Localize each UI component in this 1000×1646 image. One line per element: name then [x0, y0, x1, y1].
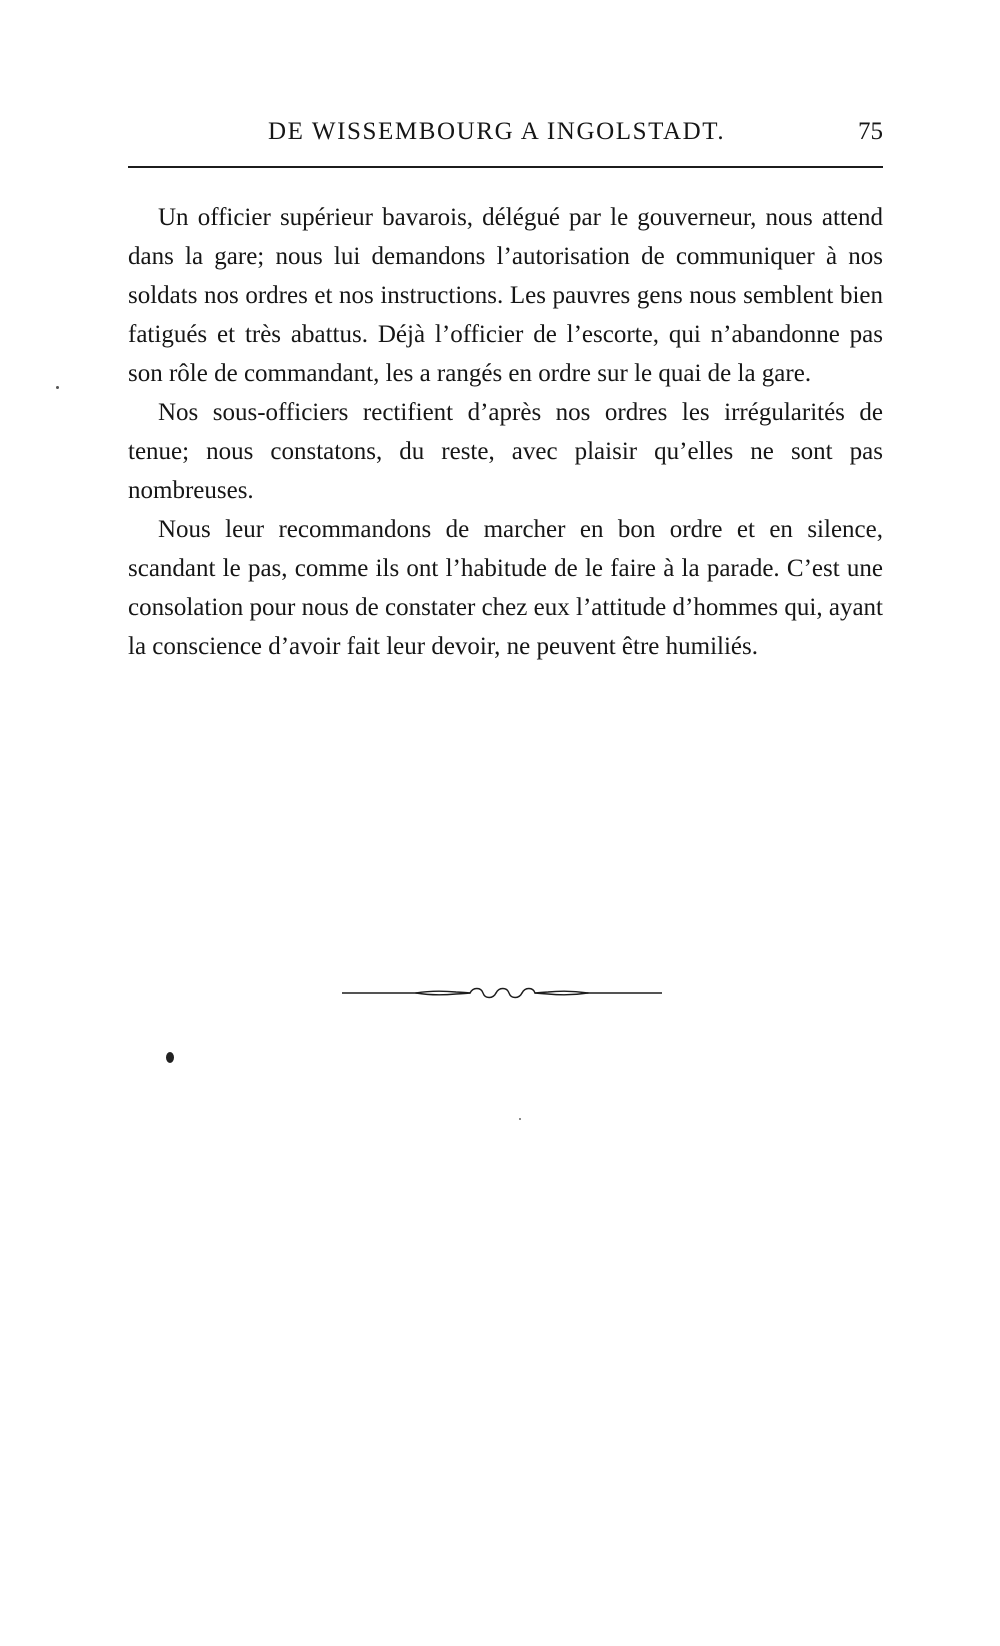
- ink-dot: [166, 1052, 174, 1063]
- tailpiece-flourish-icon: [342, 986, 662, 1000]
- running-title: DE WISSEMBOURG A INGOLSTADT.: [268, 118, 726, 145]
- header-rule: [128, 166, 883, 168]
- body-text: [128, 198, 883, 666]
- paragraph: Un officier supérieur bavarois, délégué par le gouverneur, nous attend dans la gare; nous lui demandons l’autorisation de communiquer à nos soldats nos ordres et nos instructions. Les pauvres gens nous semblent bien fatigués et très abattus. Déjà l’officier de l’escorte, qui n’abandonne pas son rôle de commandant, les a rangés en ordre sur le quai de la gare.: [128, 204, 883, 387]
- paragraph: Nous leur recommandons de marcher en bon ordre et en silence, scandant le pas, comme ils ont l’habitude de le faire à la parade. C’est une consolation pour nous de constater chez eux l’attitude d’hommes qui, ayant la conscience d’avoir fait leur devoir, ne peuvent être humiliés.: [128, 516, 883, 660]
- paragraph: Nos sous-officiers rectifient d’après nos ordres les irrégularités de tenue; nous constatons, du reste, avec plaisir qu’elles ne sont pas nombreuses.: [128, 399, 883, 504]
- ink-speck: [56, 386, 59, 389]
- running-head: [128, 112, 883, 152]
- ink-speck: [519, 1118, 521, 1120]
- page-number: 75: [858, 118, 883, 145]
